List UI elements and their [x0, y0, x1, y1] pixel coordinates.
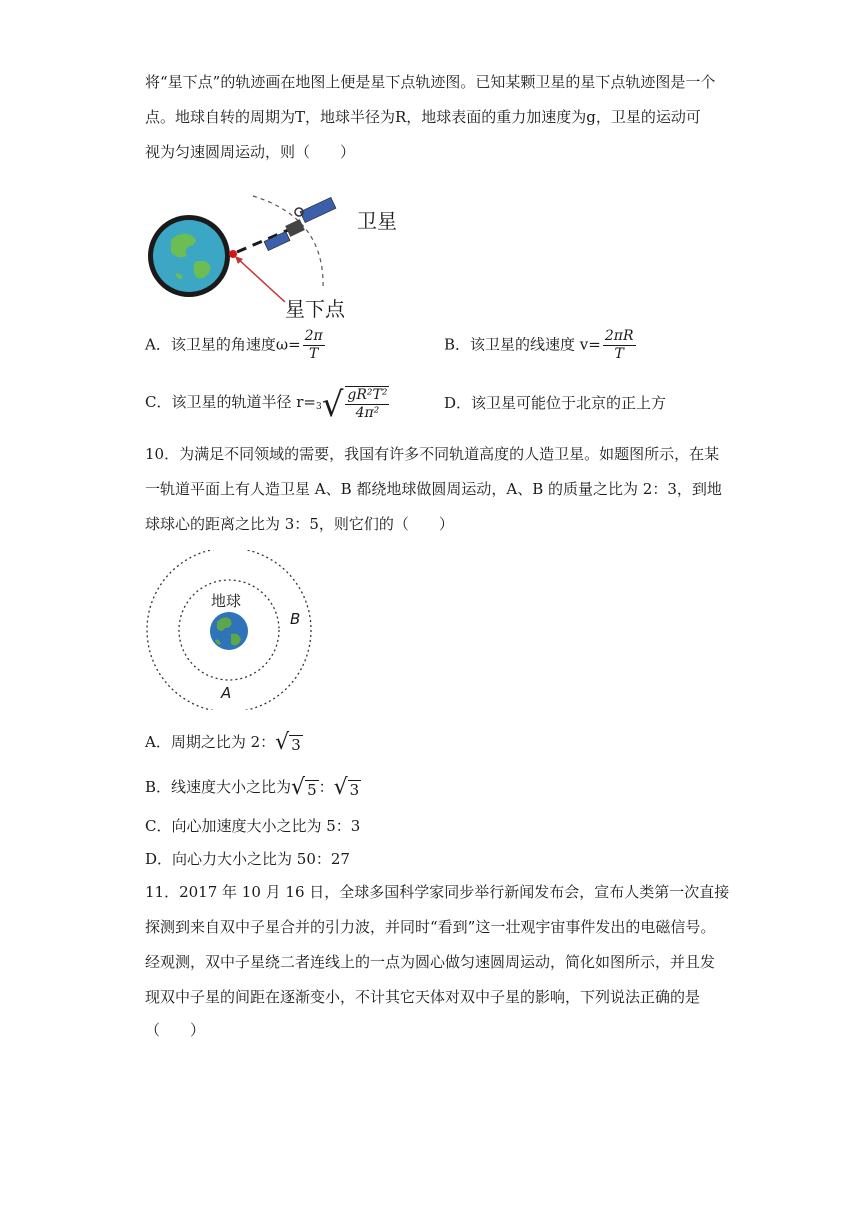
- q10-line-2: 一轨道平面上有人造卫星 A、B 都绕地球做圆周运动，A、B 的质量之比为 2：3，到地: [145, 480, 722, 498]
- q11-line-5: （ ）: [145, 1021, 206, 1039]
- earth-icon: [210, 612, 248, 650]
- q10-option-a-root: √ 3: [275, 730, 301, 755]
- q9-option-c-text: C．该卫星的轨道半径 r=: [145, 393, 316, 411]
- q11-line-2: 探测到来自双中子星合并的引力波，并同时“看到”这一壮观宇宙事件发出的电磁信号。: [145, 918, 716, 936]
- satellite-label: 卫星: [357, 209, 397, 233]
- satellite-a-label: A: [221, 684, 232, 702]
- q10-option-b[interactable]: B．线速度大小之比为 √ 5 ： √ 3: [145, 775, 360, 800]
- q9-option-b-fraction: $\frac{2\pi R}{T}$: [604, 328, 634, 362]
- q9-option-d[interactable]: D．该卫星可能位于北京的正上方: [444, 394, 667, 412]
- q9-option-c-root-index: 3: [316, 402, 322, 412]
- q9-line-2: 点。地球自转的周期为T，地球半径为R，地球表面的重力加速度为g，卫星的运动可: [145, 108, 701, 126]
- q10-line-3: 球球心的距离之比为 3：5，则它们的（ ）: [145, 515, 454, 533]
- q10-option-d[interactable]: D．向心力大小之比为 50：27: [145, 850, 350, 868]
- q9-option-a[interactable]: [145, 328, 327, 363]
- subpoint-arrow: [237, 258, 285, 302]
- q9-option-a-fraction: $\frac{2\pi}{T}$: [304, 328, 323, 362]
- q10-option-c[interactable]: C．向心加速度大小之比为 5：3: [145, 817, 361, 835]
- satellite-icon: [264, 197, 336, 250]
- q9-option-c-root: √ $\frac{\text{gR²T²}}{\text{4π²}}$: [321, 385, 388, 425]
- satellite-b-label: B: [290, 610, 301, 628]
- q9-option-a-text: A．该卫星的角速度ω=: [145, 335, 301, 354]
- earth-icon: [153, 220, 225, 292]
- subpoint-label: 星下点: [285, 297, 345, 321]
- q9-option-b[interactable]: [444, 328, 638, 363]
- earth-label: 地球: [211, 592, 242, 610]
- q10-option-b-root-2: √ 3: [333, 775, 360, 800]
- q9-option-b-text: B．该卫星的线速度 v=: [444, 335, 601, 354]
- q11-line-1: 11．2017 年 10 月 16 日，全球多国科学家同步举行新闻发布会，宣布人类第一次直接: [145, 883, 730, 901]
- q10-figure: [145, 550, 315, 710]
- q10-option-b-text: B．线速度大小之比为: [145, 778, 292, 796]
- q10-option-b-root-1: √ 5: [291, 775, 317, 800]
- q10-option-a-text: A．周期之比为 2：: [145, 733, 276, 751]
- q9-line-1: 将“星下点”的轨迹画在地图上便是星下点轨迹图。已知某颗卫星的星下点轨迹图是一个: [145, 73, 716, 91]
- q9-line-3: 视为匀速圆周运动，则（ ）: [145, 143, 356, 161]
- q10-line-1: 10．为满足不同领域的需要，我国有许多不同轨道高度的人造卫星。如题图所示，在某: [145, 445, 720, 463]
- q9-option-c[interactable]: [145, 384, 391, 425]
- q11-line-3: 经观测，双中子星绕二者连线上的一点为圆心做匀速圆周运动，简化如图所示，并且发: [145, 953, 716, 971]
- q9-figure: [145, 188, 415, 324]
- q10-option-a[interactable]: [145, 731, 303, 754]
- q11-line-4: 现双中子星的间距在逐渐变小，不计其它天体对双中子星的影响，下列说法正确的是: [145, 988, 701, 1006]
